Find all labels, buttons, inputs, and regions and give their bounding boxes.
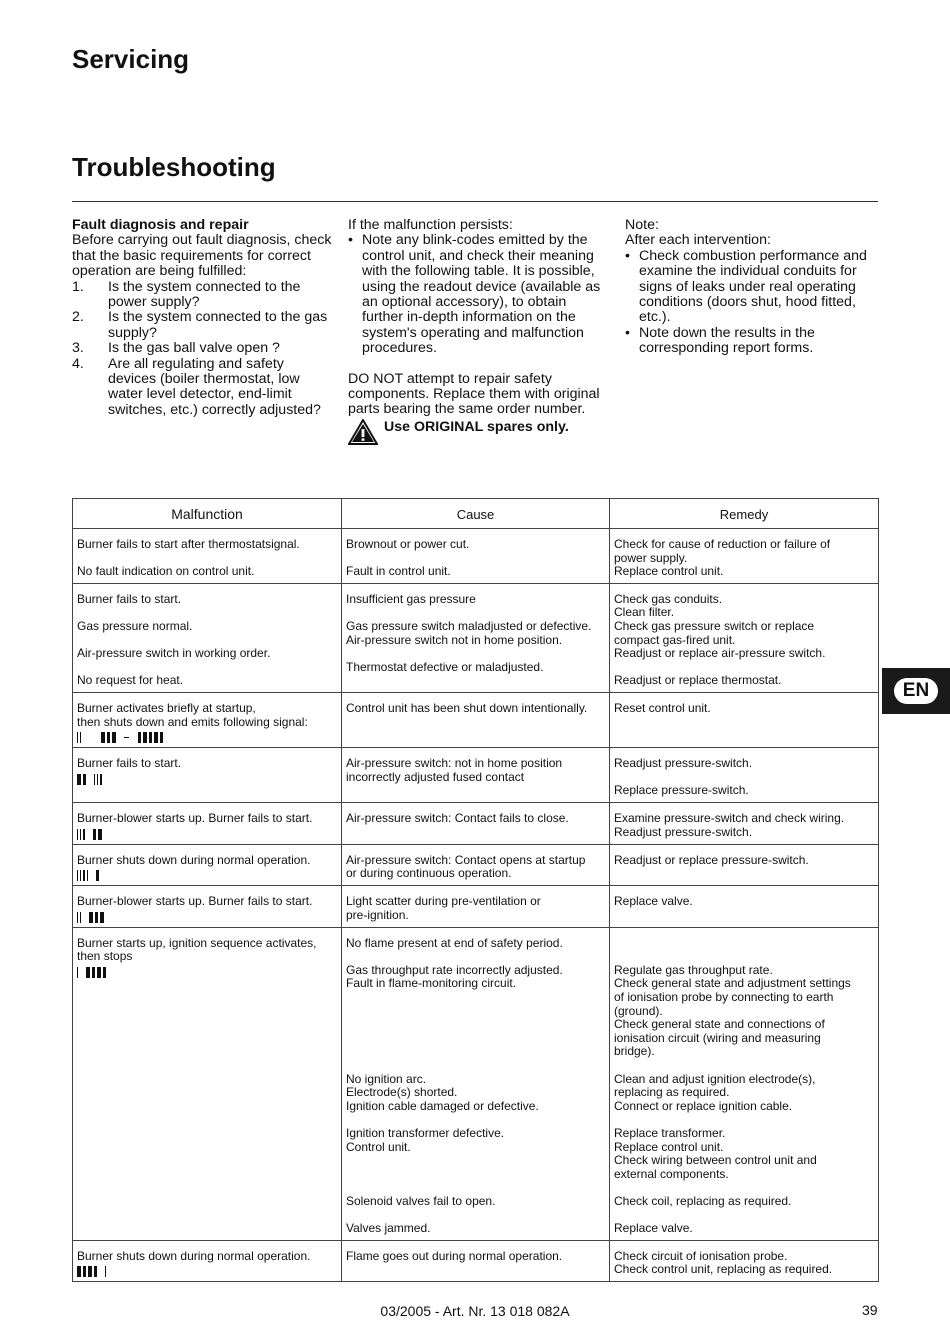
cause-line: Insufficient gas pressure <box>346 591 476 606</box>
cause-cell <box>342 748 610 803</box>
cause-line: Light scatter during pre-ventilation or <box>346 894 541 909</box>
cause-line <box>346 1005 606 1019</box>
table-body <box>73 529 879 1282</box>
remedy-line: Readjust pressure-switch. <box>614 756 753 771</box>
remedy-line: Check general state and connections of <box>614 1017 825 1032</box>
note-bullet <box>625 249 883 326</box>
cause-line: Gas pressure switch maladjusted or defective. <box>346 618 592 633</box>
cause-line <box>346 647 606 661</box>
cause-cell <box>342 1240 610 1282</box>
remedy-line: Clean and adjust ignition electrode(s), <box>614 1071 816 1086</box>
cause-cell <box>342 927 610 1240</box>
malfunction-persists-column <box>348 218 606 435</box>
footer-article-number: 03/2005 - Art. Nr. 13 018 082A <box>380 1303 570 1319</box>
item-number: 4. <box>72 355 84 372</box>
malfunction-cell <box>73 844 342 886</box>
remedy-line: Readjust or replace thermostat. <box>614 673 782 688</box>
checklist-item <box>72 357 334 419</box>
remedy-line: Replace valve. <box>614 1221 693 1236</box>
language-tab-label: EN <box>894 678 938 704</box>
remedy-line: compact gas-fired unit. <box>614 632 736 647</box>
cause-line: Control unit. <box>346 1139 411 1154</box>
malfunction-line: Burner shuts down during normal operation. <box>77 1248 311 1263</box>
cause-line <box>346 1113 606 1127</box>
spares-notice-text: Use ORIGINAL spares only. <box>384 418 569 435</box>
malfunction-cell <box>73 692 342 747</box>
malfunction-line: Burner fails to start. <box>77 591 182 606</box>
item-text: Are all regulating and safety devices (boiler thermostat, low water level detector, end-limit switches, etc.) correctly adjusted? <box>108 355 321 418</box>
cause-line: Gas throughput rate incorrectly adjusted. <box>346 962 563 977</box>
malfunction-line <box>77 552 338 566</box>
remedy-line: bridge). <box>614 1044 655 1059</box>
remedy-line: Replace pressure-switch. <box>614 783 749 798</box>
malfunction-line: then stops <box>77 949 133 964</box>
bullet-dot: • <box>625 247 630 264</box>
checklist-item <box>72 310 334 341</box>
table-row <box>73 927 879 1240</box>
title-divider <box>72 201 878 202</box>
cause-line: Air-pressure switch: Contact fails to close. <box>346 810 569 825</box>
blink-code-signal <box>77 772 338 785</box>
cause-line <box>346 1181 606 1195</box>
remedy-line <box>614 1113 875 1127</box>
note-label: Note: <box>625 217 659 233</box>
remedy-cell <box>610 748 879 803</box>
malfunction-line <box>77 634 338 648</box>
bullet-dot: • <box>348 232 353 249</box>
remedy-cell <box>610 529 879 584</box>
remedy-line: Check coil, replacing as required. <box>614 1193 792 1208</box>
malfunction-line: Burner activates briefly at startup, <box>77 700 256 715</box>
remedy-line: ionisation circuit (wiring and measuring <box>614 1030 821 1045</box>
remedy-line <box>614 1181 875 1195</box>
table-row <box>73 583 879 692</box>
remedy-line: Readjust or replace air-pressure switch. <box>614 646 826 661</box>
blink-code-signal <box>77 965 338 978</box>
malfunction-cell <box>73 886 342 928</box>
safety-warning-text: DO NOT attempt to repair safety components. Replace them with original parts bearing the same order number. <box>348 370 600 418</box>
malfunction-line: No request for heat. <box>77 673 184 688</box>
cause-cell <box>342 802 610 844</box>
cause-line: or during continuous operation. <box>346 866 512 881</box>
item-number: 3. <box>72 340 84 357</box>
cause-line <box>346 1154 606 1168</box>
remedy-line: (ground). <box>614 1003 663 1018</box>
fault-diagnosis-heading: Fault diagnosis and repair <box>72 217 249 233</box>
remedy-cell <box>610 927 879 1240</box>
note-column <box>625 218 883 357</box>
remedy-cell <box>610 1240 879 1282</box>
warning-triangle-icon <box>348 419 378 445</box>
cause-line <box>346 991 606 1005</box>
cause-cell <box>342 692 610 747</box>
table-row <box>73 748 879 803</box>
remedy-line: Replace control unit. <box>614 564 724 579</box>
malfunction-line <box>77 661 338 675</box>
checklist-item <box>72 280 334 311</box>
malfunction-line: Burner fails to start after thermostatsignal. <box>77 537 300 551</box>
header-malfunction: Malfunction <box>73 499 342 529</box>
item-number: 1. <box>72 278 84 295</box>
remedy-line: Check control unit, replacing as required. <box>614 1262 833 1277</box>
remedy-line: Connect or replace ignition cable. <box>614 1098 793 1113</box>
malfunction-cell <box>73 748 342 803</box>
malfunction-line: Burner-blower starts up. Burner fails to start. <box>77 894 313 909</box>
blink-code-signal <box>77 1264 338 1277</box>
cause-line <box>346 1168 606 1182</box>
remedy-line: Check gas pressure switch or replace <box>614 618 815 633</box>
remedy-line: power supply. <box>614 550 688 565</box>
remedy-line: Replace control unit. <box>614 1139 724 1154</box>
header-remedy: Remedy <box>610 499 879 529</box>
remedy-cell <box>610 802 879 844</box>
cause-line: Electrode(s) shorted. <box>346 1085 458 1100</box>
cause-line: Valves jammed. <box>346 1221 431 1236</box>
cause-cell <box>342 844 610 886</box>
cause-line: Brownout or power cut. <box>346 537 470 551</box>
malfunction-line: then shuts down and emits following signal: <box>77 714 308 729</box>
malfunction-cell <box>73 1240 342 1282</box>
language-tab <box>882 668 950 714</box>
cause-line: Fault in flame-monitoring circuit. <box>346 976 517 991</box>
blink-code-signal <box>77 910 338 923</box>
cause-line <box>346 1018 606 1032</box>
malfunction-line: Gas pressure normal. <box>77 618 193 633</box>
bullet-text: Note down the results in the corresponding report forms. <box>639 324 815 357</box>
malfunction-cell <box>73 583 342 692</box>
persists-list <box>348 233 606 356</box>
remedy-line: Reset control unit. <box>614 700 711 715</box>
cause-line <box>346 1209 606 1223</box>
item-text: Is the system connected to the power supply? <box>108 278 301 311</box>
table-header-row <box>73 499 879 529</box>
remedy-line: Check gas conduits. <box>614 591 723 606</box>
remedy-line <box>614 950 875 964</box>
page-title: Troubleshooting <box>72 152 276 182</box>
blink-code-signal <box>77 868 338 881</box>
note-lead: After each intervention: <box>625 232 771 249</box>
remedy-cell <box>610 886 879 928</box>
table-row <box>73 844 879 886</box>
cause-line: incorrectly adjusted fused contact <box>346 769 525 784</box>
header-cause: Cause <box>342 499 610 529</box>
cause-line <box>346 1032 606 1046</box>
malfunction-line: Burner-blower starts up. Burner fails to start. <box>77 810 313 825</box>
cause-line: No ignition arc. <box>346 1071 427 1086</box>
cause-line: Air-pressure switch not in home position. <box>346 632 563 647</box>
remedy-line: Replace transformer. <box>614 1126 726 1140</box>
remedy-cell <box>610 844 879 886</box>
remedy-line: Check circuit of ionisation probe. <box>614 1248 788 1263</box>
cause-line: Thermostat defective or maladjusted. <box>346 659 544 674</box>
spares-notice <box>348 420 606 435</box>
malfunction-cell <box>73 927 342 1240</box>
blink-code-signal <box>77 730 338 743</box>
malfunction-line: Burner shuts down during normal operation. <box>77 852 311 867</box>
section-title: Servicing <box>72 44 190 74</box>
remedy-line: Check general state and adjustment settings <box>614 976 851 991</box>
cause-line: Control unit has been shut down intentionally. <box>346 700 588 715</box>
remedy-line: Regulate gas throughput rate. <box>614 962 773 977</box>
cause-line: Ignition transformer defective. <box>346 1126 505 1140</box>
malfunction-line: Burner fails to start. <box>77 756 182 771</box>
malfunction-cell <box>73 529 342 584</box>
note-list <box>625 249 883 357</box>
fault-diagnosis-column <box>72 218 334 418</box>
item-text: Is the system connected to the gas supply? <box>108 309 328 341</box>
remedy-line: external components. <box>614 1166 729 1181</box>
cause-line <box>346 1059 606 1073</box>
table-row <box>73 529 879 584</box>
cause-line: Solenoid valves fail to open. <box>346 1193 496 1208</box>
cause-line: Flame goes out during normal operation. <box>346 1248 563 1263</box>
malfunction-line: No fault indication on control unit. <box>77 564 255 579</box>
cause-line: Air-pressure switch: not in home position <box>346 756 563 771</box>
persists-bullet <box>348 233 606 356</box>
malfunction-line: Burner starts up, ignition sequence activates, <box>77 935 317 950</box>
remedy-line <box>614 771 875 785</box>
malfunction-line: Air-pressure switch in working order. <box>77 646 271 661</box>
troubleshooting-table <box>72 498 879 1282</box>
bullet-text: Note any blink-codes emitted by the control unit, and check their meaning with the following table. It is possible, using the readout device (available as an optional accessory), to obtain further in-depth information on the system's operating and malfunction procedures. <box>362 232 601 357</box>
cause-line: Air-pressure switch: Contact opens at startup <box>346 852 586 867</box>
remedy-line: Replace valve. <box>614 894 693 909</box>
remedy-line: Readjust or replace pressure-switch. <box>614 852 809 867</box>
remedy-cell <box>610 692 879 747</box>
cause-line <box>346 1045 606 1059</box>
cause-cell <box>342 583 610 692</box>
persists-lead: If the malfunction persists: <box>348 217 513 233</box>
cause-line <box>346 950 606 964</box>
page-number: 39 <box>862 1302 878 1318</box>
table-row <box>73 886 879 928</box>
cause-line: Fault in control unit. <box>346 564 451 579</box>
malfunction-line <box>77 606 338 620</box>
blink-code-signal <box>77 827 338 840</box>
cause-line <box>346 606 606 620</box>
remedy-line: Check wiring between control unit and <box>614 1153 817 1168</box>
cause-cell <box>342 529 610 584</box>
malfunction-cell <box>73 802 342 844</box>
remedy-line <box>614 1209 875 1223</box>
checklist <box>72 280 334 419</box>
remedy-line: Examine pressure-switch and check wiring. <box>614 810 845 825</box>
remedy-line <box>614 937 875 951</box>
remedy-line <box>614 661 875 675</box>
item-number: 2. <box>72 309 84 326</box>
remedy-line: replacing as required. <box>614 1085 730 1100</box>
remedy-cell <box>610 583 879 692</box>
cause-line: Ignition cable damaged or defective. <box>346 1098 539 1113</box>
remedy-line: of ionisation probe by connecting to earth <box>614 990 834 1005</box>
cause-cell <box>342 886 610 928</box>
fault-diagnosis-text: Before carrying out fault diagnosis, check that the basic requirements for correct operation are being fulfilled: <box>72 232 332 280</box>
cause-line <box>346 552 606 566</box>
item-text: Is the gas ball valve open ? <box>108 340 280 357</box>
table-row <box>73 692 879 747</box>
table-row <box>73 802 879 844</box>
table-row <box>73 1240 879 1282</box>
remedy-line: Check for cause of reduction or failure of <box>614 537 831 551</box>
remedy-line: Readjust pressure-switch. <box>614 824 753 839</box>
bullet-dot: • <box>625 324 630 341</box>
checklist-item <box>72 341 334 356</box>
cause-line: pre-ignition. <box>346 907 409 922</box>
bullet-text: Check combustion performance and examine the individual conduits for signs of leaks under real operating conditions (doors shut, hood fitted, etc.). <box>639 247 867 326</box>
remedy-line <box>614 1059 875 1073</box>
remedy-line: Clean filter. <box>614 605 675 620</box>
note-bullet <box>625 326 883 357</box>
cause-line: No flame present at end of safety period. <box>346 935 563 950</box>
